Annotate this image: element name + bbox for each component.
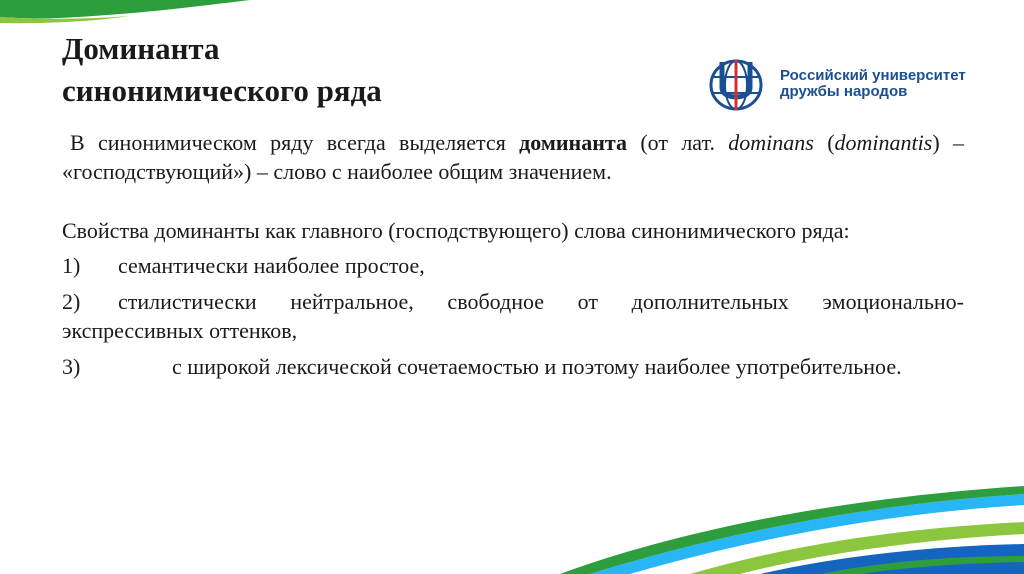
university-logo-text [780,68,966,100]
properties-heading: Свойства доминанты как главного (господствующего) слова синонимического ряда: [62,218,850,243]
list-item-text: стилистически нейтральное, свободное от дополнительных эмоционально-экспрессивных оттенков, [62,289,964,343]
slide-content [62,128,964,381]
intro-text-3: ( [813,130,835,155]
intro-dominant-term: доминанта [519,130,627,155]
top-ribbon-green [0,0,250,18]
intro-text-1: В синонимическом ряду всегда выделяется [70,130,520,155]
page-title [62,28,582,112]
list-item-number: 3) [62,354,81,379]
list-item [62,287,964,345]
title-line-1: Доминанта [62,31,220,66]
logo-line-2: дружбы народов [780,83,908,100]
list-item-text: семантически наиболее простое, [118,253,425,278]
intro-text-2: (от лат. [626,130,729,155]
list-item [62,352,964,381]
list-item [62,251,964,280]
list-item-number: 1) [62,253,81,278]
intro-paragraph [62,128,964,186]
intro-latin-2: dominantis [834,130,933,155]
list-item-text: с широкой лексической сочетаемостью и поэтому наиболее употребительное. [172,354,902,379]
globe-icon [711,60,761,110]
intro-text-4: ) – «господствующий») – слово с наиболее общим значением. [62,130,964,184]
title-line-2: синонимического ряда [62,73,382,108]
intro-latin-1: dominans [728,130,814,155]
logo-line-1: Российский университет [780,67,966,84]
list-item-number: 2) [62,289,81,314]
